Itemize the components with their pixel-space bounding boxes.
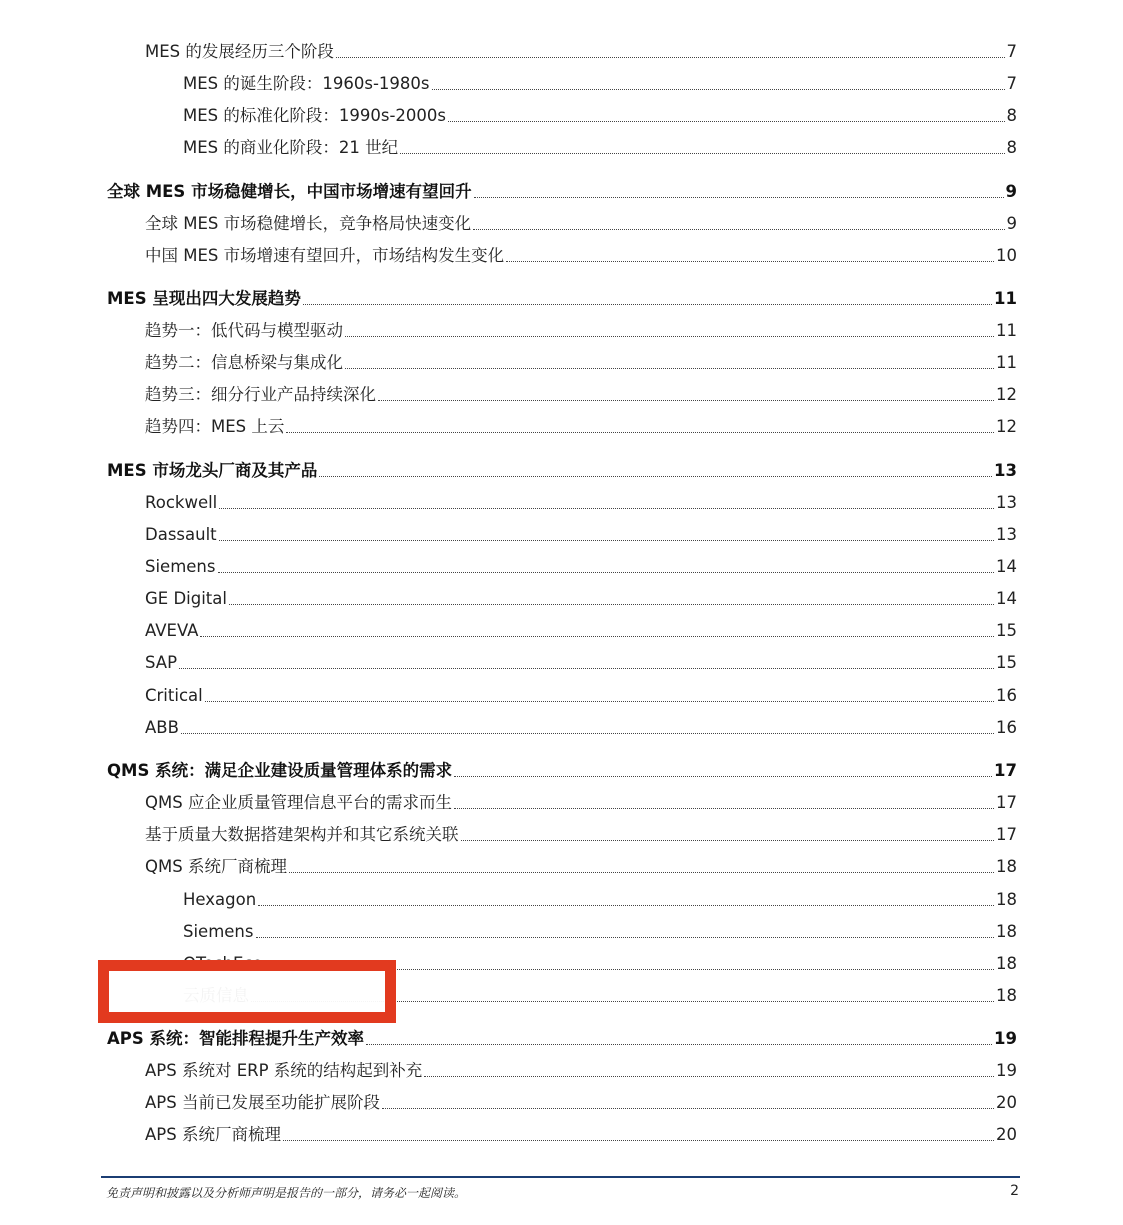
- toc-dot-leader: [432, 89, 1005, 90]
- toc-entry[interactable]: [145, 585, 1017, 609]
- toc-dot-leader: [424, 1076, 994, 1077]
- toc-entry-page: 7: [1006, 42, 1017, 61]
- toc-entry-page: 18: [996, 890, 1017, 909]
- toc-dot-leader: [179, 668, 994, 669]
- footer-disclaimer: 免责声明和披露以及分析师声明是报告的一部分，请务必一起阅读。: [106, 1186, 467, 1200]
- toc-entry-page: 13: [996, 493, 1017, 512]
- toc-dot-leader: [400, 153, 1004, 154]
- toc-dot-leader: [219, 508, 994, 509]
- toc-dot-leader: [382, 1108, 994, 1109]
- toc-entry-title: 全球 MES 市场稳健增长，竞争格局快速变化: [145, 214, 472, 233]
- toc-entry-page: 18: [996, 986, 1017, 1005]
- toc-entry[interactable]: [145, 617, 1017, 641]
- toc-entry[interactable]: [145, 349, 1017, 373]
- toc-entry[interactable]: [145, 821, 1017, 845]
- toc-entry[interactable]: [145, 317, 1017, 341]
- toc-entry[interactable]: [145, 649, 1017, 673]
- toc-section-page: 19: [994, 1029, 1017, 1048]
- toc-dot-leader: [474, 197, 1004, 198]
- toc-dot-leader: [345, 368, 994, 369]
- toc-entry-title: 趋势四：MES 上云: [145, 417, 285, 436]
- toc-entry[interactable]: [145, 210, 1017, 234]
- toc-entry-page: 7: [1006, 74, 1017, 93]
- toc-dot-leader: [506, 261, 994, 262]
- toc-dot-leader: [289, 872, 994, 873]
- toc-section[interactable]: [107, 757, 1017, 781]
- toc-entry-page: 8: [1006, 138, 1017, 157]
- toc-entry-title: MES 的发展经历三个阶段: [145, 42, 334, 61]
- toc-dot-leader: [256, 937, 995, 938]
- toc-entry-page: 17: [996, 793, 1017, 812]
- toc-entry-title: Hexagon: [183, 890, 257, 909]
- toc-entry-title: 趋势二：信息桥梁与集成化: [145, 353, 343, 372]
- toc-dot-leader: [286, 432, 994, 433]
- toc-entry-title: APS 系统厂商梳理: [145, 1125, 281, 1144]
- toc-entry-title: 趋势三：细分行业产品持续深化: [145, 385, 376, 404]
- toc-entry-page: 10: [996, 246, 1017, 265]
- toc-entry[interactable]: [145, 1121, 1017, 1145]
- toc-entry-page: 15: [996, 621, 1017, 640]
- toc-dot-leader: [303, 304, 992, 305]
- toc-entry-title: ABB: [145, 718, 179, 737]
- toc-entry-page: 17: [996, 825, 1017, 844]
- toc-section-page: 13: [994, 461, 1017, 480]
- toc-entry[interactable]: [145, 789, 1017, 813]
- toc-dot-leader: [181, 733, 994, 734]
- toc-dot-leader: [219, 540, 994, 541]
- toc-entry[interactable]: [145, 413, 1017, 437]
- toc-entry-page: 18: [996, 954, 1017, 973]
- page-number: 2: [1010, 1183, 1019, 1199]
- toc-entry[interactable]: [145, 242, 1017, 266]
- toc-entry-page: 19: [996, 1061, 1017, 1080]
- toc-entry[interactable]: [183, 102, 1017, 126]
- toc-entry-title: 中国 MES 市场增速有望回升，市场结构发生变化: [145, 246, 505, 265]
- toc-entry-page: 9: [1006, 214, 1017, 233]
- toc-entry-page: 14: [996, 557, 1017, 576]
- toc-entry[interactable]: [145, 853, 1017, 877]
- toc-dot-leader: [229, 604, 994, 605]
- toc-dot-leader: [200, 636, 994, 637]
- toc-entry-page: 18: [996, 857, 1017, 876]
- toc-entry[interactable]: [145, 38, 1017, 62]
- toc-entry-page: 20: [996, 1093, 1017, 1112]
- toc-entry[interactable]: [183, 70, 1017, 94]
- toc-entry-page: 11: [996, 353, 1017, 372]
- toc-entry[interactable]: [145, 521, 1017, 545]
- toc-dot-leader: [473, 229, 1004, 230]
- toc-dot-leader: [461, 840, 995, 841]
- toc-entry[interactable]: [183, 134, 1017, 158]
- toc-entry-page: 16: [996, 718, 1017, 737]
- toc-entry-page: 20: [996, 1125, 1017, 1144]
- toc-entry-page: 8: [1006, 106, 1017, 125]
- toc-entry-page: 13: [996, 525, 1017, 544]
- toc-entry-title: Siemens: [145, 557, 216, 576]
- toc-section-title: MES 市场龙头厂商及其产品: [107, 461, 318, 480]
- toc-entry[interactable]: [183, 886, 1017, 910]
- toc-entry-title: GE Digital: [145, 589, 227, 608]
- toc-dot-leader: [205, 701, 994, 702]
- toc-entry[interactable]: [145, 1057, 1017, 1081]
- toc-entry[interactable]: [183, 918, 1017, 942]
- toc-entry[interactable]: [145, 553, 1017, 577]
- toc-section[interactable]: [107, 457, 1017, 481]
- highlight-annotation-box: [98, 960, 396, 1023]
- toc-entry-title: Siemens: [183, 922, 254, 941]
- toc-dot-leader: [454, 808, 994, 809]
- toc-entry-page: 12: [996, 385, 1017, 404]
- toc-section[interactable]: [107, 178, 1017, 202]
- toc-entry-page: 18: [996, 922, 1017, 941]
- toc-entry-title: QMS 应企业质量管理信息平台的需求而生: [145, 793, 452, 812]
- toc-section-title: QMS 系统：满足企业建设质量管理体系的需求: [107, 761, 453, 780]
- toc-entry-page: 12: [996, 417, 1017, 436]
- toc-entry-page: 16: [996, 686, 1017, 705]
- toc-entry-title: Dassault: [145, 525, 217, 544]
- toc-dot-leader: [258, 905, 994, 906]
- toc-entry[interactable]: [145, 381, 1017, 405]
- toc-entry-title: MES 的商业化阶段：21 世纪: [183, 138, 399, 157]
- toc-entry-title: QMS 系统厂商梳理: [145, 857, 287, 876]
- toc-entry-title: 基于质量大数据搭建架构并和其它系统关联: [145, 825, 459, 844]
- toc-dot-leader: [336, 57, 1005, 58]
- toc-section[interactable]: [107, 1025, 1017, 1049]
- toc-entry-title: Critical: [145, 686, 203, 705]
- toc-entry-page: 15: [996, 653, 1017, 672]
- toc-section[interactable]: [107, 285, 1017, 309]
- toc-section-title: 全球 MES 市场稳健增长，中国市场增速有望回升: [107, 182, 472, 201]
- toc-entry-title: Rockwell: [145, 493, 218, 512]
- toc-entry[interactable]: [145, 682, 1017, 706]
- toc-entry-page: 14: [996, 589, 1017, 608]
- toc-entry-title: APS 当前已发展至功能扩展阶段: [145, 1093, 380, 1112]
- toc-entry[interactable]: [145, 1089, 1017, 1113]
- toc-entry-title: AVEVA: [145, 621, 199, 640]
- toc-dot-leader: [454, 776, 992, 777]
- toc-entry-title: APS 系统对 ERP 系统的结构起到补充: [145, 1061, 423, 1080]
- toc-entry-title: SAP: [145, 653, 178, 672]
- toc-entry-title: 趋势一：低代码与模型驱动: [145, 321, 343, 340]
- toc-section-page: 9: [1005, 182, 1017, 201]
- toc-dot-leader: [366, 1044, 992, 1045]
- toc-section-page: 11: [994, 289, 1017, 308]
- toc-entry[interactable]: [145, 489, 1017, 513]
- toc-dot-leader: [448, 121, 1004, 122]
- toc-dot-leader: [283, 1140, 994, 1141]
- toc-entry-title: MES 的标准化阶段：1990s-2000s: [183, 106, 447, 125]
- toc-entry-title: MES 的诞生阶段：1960s-1980s: [183, 74, 430, 93]
- toc-dot-leader: [218, 572, 995, 573]
- toc-dot-leader: [378, 400, 994, 401]
- toc-section-page: 17: [994, 761, 1017, 780]
- toc-dot-leader: [345, 336, 994, 337]
- toc-section-title: APS 系统：智能排程提升生产效率: [107, 1029, 364, 1048]
- toc-entry[interactable]: [145, 714, 1017, 738]
- footer-divider: [101, 1176, 1020, 1178]
- toc-dot-leader: [319, 476, 992, 477]
- toc-entry-page: 11: [996, 321, 1017, 340]
- toc-section-title: MES 呈现出四大发展趋势: [107, 289, 301, 308]
